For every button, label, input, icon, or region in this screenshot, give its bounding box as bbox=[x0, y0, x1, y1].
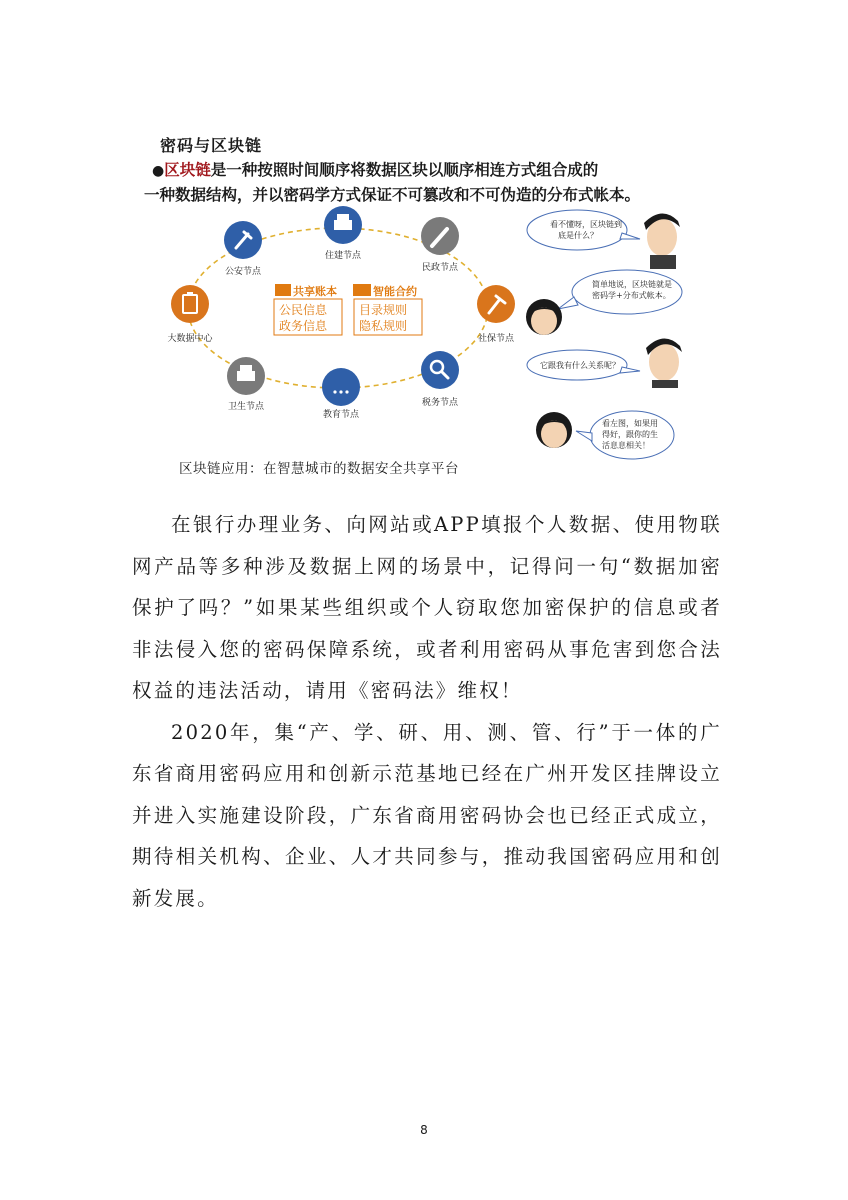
node-label-education: 教育节点 bbox=[322, 410, 360, 420]
bubble-1: 看不懂呀，区块链到底是什么？ bbox=[550, 220, 622, 240]
node-label-tax: 税务节点 bbox=[421, 398, 459, 408]
node-police bbox=[224, 221, 262, 277]
ledger-icon bbox=[275, 284, 291, 296]
bubble-4: 看左图，如果用得好，跟你的生活息息相关！ bbox=[602, 419, 658, 450]
paragraph-1: 在银行办理业务、向网站或APP填报个人数据、使用物联网产品等多种涉及数据上网的场景中，记得问一句“数据加密保护了吗？”如果某些组织或个人窃取您加密保护的信息或者非法侵入您的密码保障系统，或者利用密码从事危害到您合法权益的违法活动，请用《密码法》维权！ bbox=[132, 513, 722, 702]
ellipsis-icon bbox=[322, 368, 360, 406]
node-label-civil: 民政节点 bbox=[421, 263, 459, 273]
boy-avatar-2 bbox=[646, 338, 682, 388]
contract-item-catalog: 目录规则 bbox=[359, 303, 408, 317]
definition-line-1 bbox=[152, 158, 712, 183]
handshake-icon bbox=[353, 284, 371, 296]
section-heading: 密码与区块链 bbox=[160, 136, 263, 155]
diagram-caption: 区块链应用：在智慧城市的数据安全共享平台 bbox=[179, 461, 459, 477]
bullet-icon: ● bbox=[152, 163, 165, 179]
node-label-social: 社保节点 bbox=[477, 334, 515, 344]
clipboard-icon bbox=[171, 285, 209, 323]
girl-avatar-2 bbox=[536, 412, 572, 448]
comic-dialog bbox=[522, 205, 692, 460]
definition-text-1: 是一种按照时间顺序将数据区块以顺序相连方式组合成的 bbox=[210, 161, 599, 179]
bubble-2: 简单地说，区块链就是密码学+分布式帐本。 bbox=[592, 280, 672, 300]
body-text bbox=[132, 504, 722, 919]
shared-ledger-box bbox=[274, 284, 342, 335]
definition-keyword: 区块链 bbox=[164, 161, 211, 179]
paragraph-2: 2020年，集“产、学、研、用、测、管、行”于一体的广东省商用密码应用和创新示范基地已经在广州开发区挂牌设立并进入实施建设阶段，广东省商用密码协会也已经正式成立，期待相关机构、企业、人才共同参与，推动我国密码应用和创新发展。 bbox=[132, 720, 722, 910]
boy-avatar bbox=[644, 213, 680, 269]
smart-contract-box bbox=[353, 284, 422, 335]
node-bigdata bbox=[167, 285, 213, 344]
node-civil bbox=[421, 217, 459, 273]
definition-line-2: 一种数据结构，并以密码学方式保证不可篡改和不可伪造的分布式帐本。 bbox=[144, 186, 641, 204]
girl-avatar bbox=[526, 299, 562, 335]
smart-contract-title: 智能合约 bbox=[373, 285, 417, 298]
node-social bbox=[477, 285, 515, 344]
node-label-police: 公安节点 bbox=[224, 267, 262, 277]
node-label-health: 卫生节点 bbox=[227, 402, 265, 412]
node-tax bbox=[421, 351, 459, 408]
page-number: 8 bbox=[420, 1123, 428, 1137]
node-health bbox=[227, 357, 265, 412]
node-label-bigdata: 大数据中心 bbox=[167, 334, 213, 344]
ledger-item-citizen: 公民信息 bbox=[279, 303, 328, 317]
ledger-item-government: 政务信息 bbox=[279, 319, 328, 333]
magnifier-icon bbox=[421, 351, 459, 389]
node-housing bbox=[324, 206, 362, 261]
blockchain-node-diagram bbox=[158, 200, 523, 425]
node-education bbox=[322, 368, 360, 420]
contract-item-privacy: 隐私规则 bbox=[359, 319, 408, 333]
shared-ledger-title: 共享账本 bbox=[293, 285, 337, 298]
node-label-housing: 住建节点 bbox=[324, 251, 362, 261]
bubble-3: 它跟我有什么关系呢？ bbox=[540, 361, 620, 370]
